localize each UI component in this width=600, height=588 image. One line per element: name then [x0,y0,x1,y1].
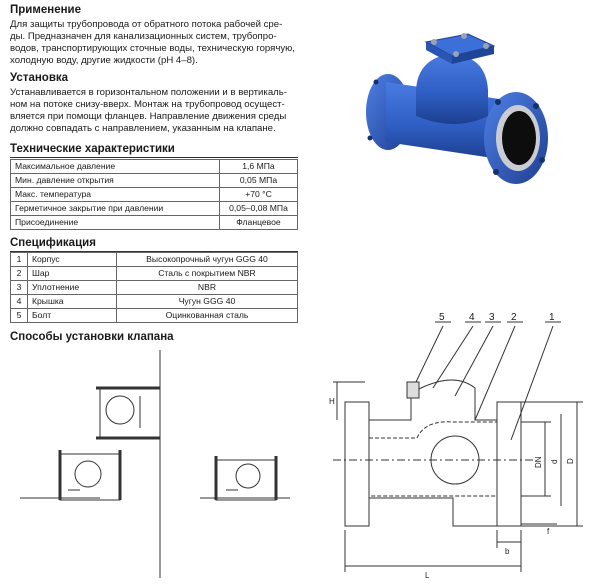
bolt-icon [453,51,459,57]
spec-part: Крышка [28,295,117,309]
flange-hole [368,136,373,141]
spec-material: Высокопрочный чугун GGG 40 [117,253,298,267]
spec-part: Корпус [28,253,117,267]
spec-heading: Спецификация [10,237,96,249]
table-row [11,281,298,295]
valve-body-outline [345,380,521,526]
tech-param: Максимальное давление [11,160,220,174]
application-line-1: Для защиты трубопровода от обратного потока рабочей сре- [10,19,283,30]
application-line-4: холодную воду, другие жидкости (pH 4–8). [10,55,198,66]
installation-line-3: вляется при помощи фланцев. Направление движения среды [10,111,287,122]
flange-hole [539,157,545,163]
bolt-icon [461,33,467,39]
spec-material: Сталь с покрытием NBR [117,267,298,281]
table-row [11,202,298,216]
tech-param: Присоединение [11,216,220,230]
vertical-valve-ball [106,396,134,424]
spec-num: 2 [11,267,28,281]
dim-d: d [550,459,559,464]
callout-2: 2 [511,312,517,323]
valve-bore [502,111,536,165]
valve-product-image [346,20,556,190]
tech-table [10,159,298,230]
methods-heading: Способы установки клапана [10,331,174,343]
installation-text [10,87,310,135]
installation-line-2: ном на потоке снизу-вверх. Монтаж на трубопровод осущест- [10,99,285,110]
dim-L: L [425,571,430,580]
bolt-icon [483,43,489,49]
spec-part: Болт [28,309,117,323]
table-row [11,160,298,174]
table-row [11,267,298,281]
tech-value: 0,05 МПа [220,174,298,188]
installation-methods-diagram [20,350,310,582]
spec-num: 3 [11,281,28,295]
spec-part: Уплотнение [28,281,117,295]
spec-num: 1 [11,253,28,267]
tech-value: 1,6 МПа [220,160,298,174]
dim-H: H [329,397,335,406]
spec-num: 4 [11,295,28,309]
spec-num: 5 [11,309,28,323]
application-heading: Применение [10,4,82,16]
callout-5: 5 [439,312,445,323]
tech-param: Мин. давление открытия [11,174,220,188]
callout-1: 1 [549,312,555,323]
application-line-2: ды. Предназначен для канализационных систем, трубопро- [10,31,277,42]
tech-param: Герметичное закрытие при давлении [11,202,220,216]
callout-4: 4 [469,312,475,323]
table-row [11,216,298,230]
flange-hole [493,169,499,175]
table-row [11,253,298,267]
dim-D: D [566,458,575,464]
spec-material: Чугун GGG 40 [117,295,298,309]
installation-line-1: Устанавливается в горизонтальном положении и в вертикаль- [10,87,287,98]
dim-f: f [547,527,550,536]
tech-value: +70 °С [220,188,298,202]
valve-ball [431,436,479,484]
spec-part: Шар [28,267,117,281]
valve-section-drawing [325,310,597,582]
spec-material: Оцинкованная сталь [117,309,298,323]
tech-value: 0,05–0,08 МПа [220,202,298,216]
spec-material: NBR [117,281,298,295]
tech-value: Фланцевое [220,216,298,230]
dim-b: b [505,547,510,556]
table-row [11,174,298,188]
table-row [11,188,298,202]
valve-bonnet [416,54,488,124]
bolt-icon [431,39,437,45]
callout-3: 3 [489,312,495,323]
vertical-valve-body [100,388,160,438]
tech-heading-rule [10,157,298,158]
table-row [11,309,298,323]
flange-hole [533,103,539,109]
table-row [11,295,298,309]
installation-heading: Установка [10,72,69,84]
application-text [10,19,310,67]
tech-param: Макс. температура [11,188,220,202]
flange-hole [374,80,379,85]
installation-line-4: должно совпадать с направлением, указанным на клапане. [10,123,276,134]
spec-table [10,252,298,323]
application-line-3: водов, транспортирующих сточные воды, техническую горячую, [10,43,295,54]
flange-hole [495,99,501,105]
tech-heading: Технические характеристики [10,143,175,155]
dim-DN: DN [534,456,543,468]
